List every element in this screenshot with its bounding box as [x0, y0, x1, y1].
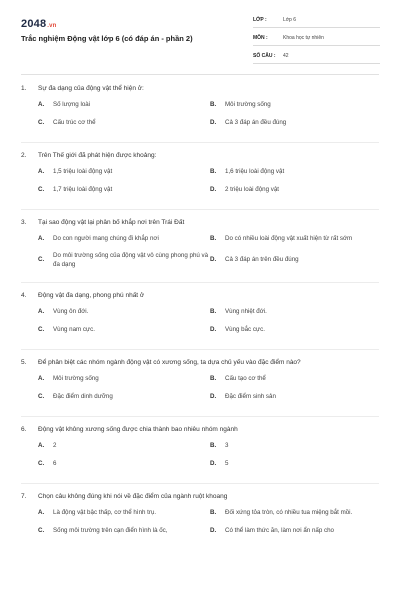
- option-letter: C.: [38, 460, 45, 468]
- option-letter: C.: [38, 119, 45, 127]
- option-text: 1,7 triệu loài động vật: [53, 186, 113, 194]
- question-5: [0, 358, 400, 403]
- option-letter: B.: [210, 509, 217, 517]
- question-number: 2.: [21, 152, 27, 159]
- brand-logo[interactable]: [21, 18, 57, 30]
- answer-option[interactable]: [38, 459, 210, 470]
- option-text: Sống môi trường trên cạn điển hình là ốc,: [53, 527, 168, 535]
- answer-option[interactable]: [38, 118, 210, 129]
- option-text: 1,6 triệu loài động vật: [225, 168, 285, 176]
- meta-subject-label: MÔN :: [253, 35, 268, 41]
- option-letter: B.: [210, 442, 217, 450]
- option-letter: B.: [210, 375, 217, 383]
- question-stem: [21, 218, 379, 227]
- answer-option[interactable]: [210, 526, 382, 537]
- option-text: Vùng bắc cực.: [225, 326, 265, 334]
- answer-option[interactable]: [210, 118, 382, 129]
- option-text: Vùng nam cực.: [53, 326, 95, 334]
- question-stem: [21, 84, 379, 93]
- option-text: Có thể làm thức ăn, làm nơi ẩn nấp cho: [225, 527, 334, 535]
- answer-option[interactable]: [38, 185, 210, 196]
- question-text: Động vật không xương sống được chia thành bao nhiêu nhóm ngành: [38, 426, 238, 433]
- question-stem: [21, 358, 379, 367]
- option-text: Môi trường sống: [53, 375, 99, 383]
- answer-option[interactable]: [38, 234, 210, 245]
- question-stem: [21, 492, 379, 501]
- option-text: Vùng nhiệt đới.: [225, 308, 267, 316]
- answer-option[interactable]: [38, 374, 210, 385]
- answer-option[interactable]: [210, 459, 382, 470]
- answer-option[interactable]: [38, 508, 210, 519]
- question-number: 5.: [21, 359, 27, 366]
- brand-name: 2048: [21, 18, 47, 30]
- answer-option[interactable]: [38, 325, 210, 336]
- answer-option[interactable]: [210, 167, 382, 178]
- question-list: [0, 80, 400, 537]
- option-text: 6: [53, 460, 57, 468]
- meta-count-value: 42: [283, 53, 289, 59]
- option-text: Cấu tạo cơ thể: [225, 375, 266, 383]
- option-letter: B.: [210, 308, 217, 316]
- option-letter: A.: [38, 442, 45, 450]
- option-letter: C.: [38, 393, 45, 401]
- option-letter: D.: [210, 393, 217, 401]
- question-6: [0, 425, 400, 470]
- question-separator: [21, 209, 379, 210]
- meta-count-label: SỐ CÂU :: [253, 53, 276, 59]
- header-divider: [21, 74, 379, 75]
- option-text: Đặc điểm sinh sản: [225, 393, 276, 401]
- option-letter: C.: [38, 527, 45, 535]
- question-number: 3.: [21, 219, 27, 226]
- question-separator: [21, 349, 379, 350]
- option-text: 1,5 triệu loài động vật: [53, 168, 113, 176]
- brand-suffix: .vn: [47, 23, 57, 29]
- question-text: Tại sao động vật lại phân bố khắp nơi trên Trái Đất: [38, 219, 185, 226]
- answer-option[interactable]: [210, 307, 382, 318]
- meta-class-value: Lớp 6: [283, 17, 297, 23]
- question-number: 6.: [21, 426, 27, 433]
- option-text: 5: [225, 460, 229, 468]
- question-text: Động vật đa dạng, phong phú nhất ở: [38, 292, 145, 299]
- option-letter: A.: [38, 101, 45, 109]
- meta-subject-value: Khoa học tự nhiên: [283, 35, 324, 41]
- answer-option[interactable]: [210, 185, 382, 196]
- answer-options: [21, 234, 379, 269]
- meta-count-row: [253, 50, 380, 64]
- option-letter: A.: [38, 308, 45, 316]
- option-text: Cấu trúc cơ thể: [53, 119, 96, 127]
- meta-class-row: [253, 14, 380, 28]
- answer-option[interactable]: [38, 307, 210, 318]
- answer-option[interactable]: [210, 441, 382, 452]
- question-stem: [21, 151, 379, 160]
- answer-options: [21, 100, 379, 129]
- question-3: [0, 218, 400, 269]
- question-text: Để phân biệt các nhóm ngành động vật có xương sống, ta dựa chủ yếu vào đặc điểm nào?: [38, 359, 301, 366]
- option-letter: D.: [210, 460, 217, 468]
- answer-option[interactable]: [38, 526, 210, 537]
- answer-option[interactable]: [210, 508, 382, 519]
- answer-options: [21, 508, 379, 537]
- option-text: Do con người mang chúng đi khắp nơi: [53, 235, 159, 243]
- question-number: 4.: [21, 292, 27, 299]
- question-text: Trên Thế giới đã phát hiện được khoảng:: [38, 152, 157, 159]
- question-separator: [21, 142, 379, 143]
- question-separator: [21, 483, 379, 484]
- option-letter: C.: [38, 186, 45, 194]
- answer-option[interactable]: [38, 392, 210, 403]
- option-letter: D.: [210, 326, 217, 334]
- meta-box: [253, 14, 380, 68]
- answer-option[interactable]: [210, 374, 382, 385]
- option-letter: A.: [38, 509, 45, 517]
- question-stem: [21, 291, 379, 300]
- option-letter: D.: [210, 256, 217, 264]
- option-letter: A.: [38, 375, 45, 383]
- answer-option[interactable]: [210, 252, 382, 269]
- question-text: Chọn câu không đúng khi nói về đặc điểm của ngành ruột khoang: [38, 493, 228, 500]
- option-letter: D.: [210, 186, 217, 194]
- answer-options: [21, 441, 379, 470]
- question-7: [0, 492, 400, 537]
- header: [0, 0, 400, 70]
- option-text: Vùng ôn đới.: [53, 308, 89, 316]
- option-text: Đối xứng tỏa tròn, có nhiều tua miệng bắt mồi.: [225, 509, 353, 517]
- option-text: Do môi trường sống của động vật vô cùng phong phú và đa dạng: [53, 252, 209, 268]
- option-letter: C.: [38, 326, 45, 334]
- answer-option[interactable]: [210, 100, 382, 111]
- option-letter: D.: [210, 527, 217, 535]
- option-letter: B.: [210, 235, 217, 243]
- option-text: Cả 3 đáp án đều đúng: [225, 119, 287, 127]
- option-text: Đặc điểm dinh dưỡng: [53, 393, 113, 401]
- option-text: Môi trường sống: [225, 101, 271, 109]
- question-stem: [21, 425, 379, 434]
- option-letter: C.: [38, 256, 45, 264]
- option-text: 2 triệu loài động vật: [225, 186, 280, 194]
- question-text: Sự đa dạng của động vật thể hiện ở:: [38, 85, 144, 92]
- question-separator: [21, 416, 379, 417]
- question-1: [0, 84, 400, 129]
- option-letter: B.: [210, 101, 217, 109]
- option-text: Là động vật bậc thấp, cơ thể hình trụ.: [53, 509, 157, 517]
- option-letter: D.: [210, 119, 217, 127]
- option-text: 2: [53, 442, 57, 450]
- option-letter: B.: [210, 168, 217, 176]
- option-text: Cả 3 đáp án trên đều đúng: [225, 256, 299, 264]
- question-number: 1.: [21, 85, 27, 92]
- answer-options: [21, 374, 379, 403]
- answer-option[interactable]: [210, 325, 382, 336]
- option-letter: A.: [38, 235, 45, 243]
- answer-option[interactable]: [38, 252, 210, 269]
- answer-options: [21, 307, 379, 336]
- answer-option[interactable]: [38, 100, 210, 111]
- question-4: [0, 291, 400, 336]
- question-2: [0, 151, 400, 196]
- option-text: Do có nhiều loài động vật xuất hiện từ rất sớm: [225, 235, 353, 243]
- meta-subject-row: [253, 32, 380, 46]
- answer-option[interactable]: [38, 441, 210, 452]
- question-number: 7.: [21, 493, 27, 500]
- meta-class-label: LỚP :: [253, 17, 267, 23]
- option-text: 3: [225, 442, 229, 450]
- question-separator: [21, 282, 379, 283]
- answer-option[interactable]: [210, 392, 382, 403]
- option-text: Số lượng loài: [53, 101, 91, 109]
- option-letter: A.: [38, 168, 45, 176]
- answer-option[interactable]: [38, 167, 210, 178]
- answer-option[interactable]: [210, 234, 382, 245]
- answer-options: [21, 167, 379, 196]
- document-title: Trắc nghiệm Động vật lớp 6 (có đáp án - phần 2): [21, 34, 193, 43]
